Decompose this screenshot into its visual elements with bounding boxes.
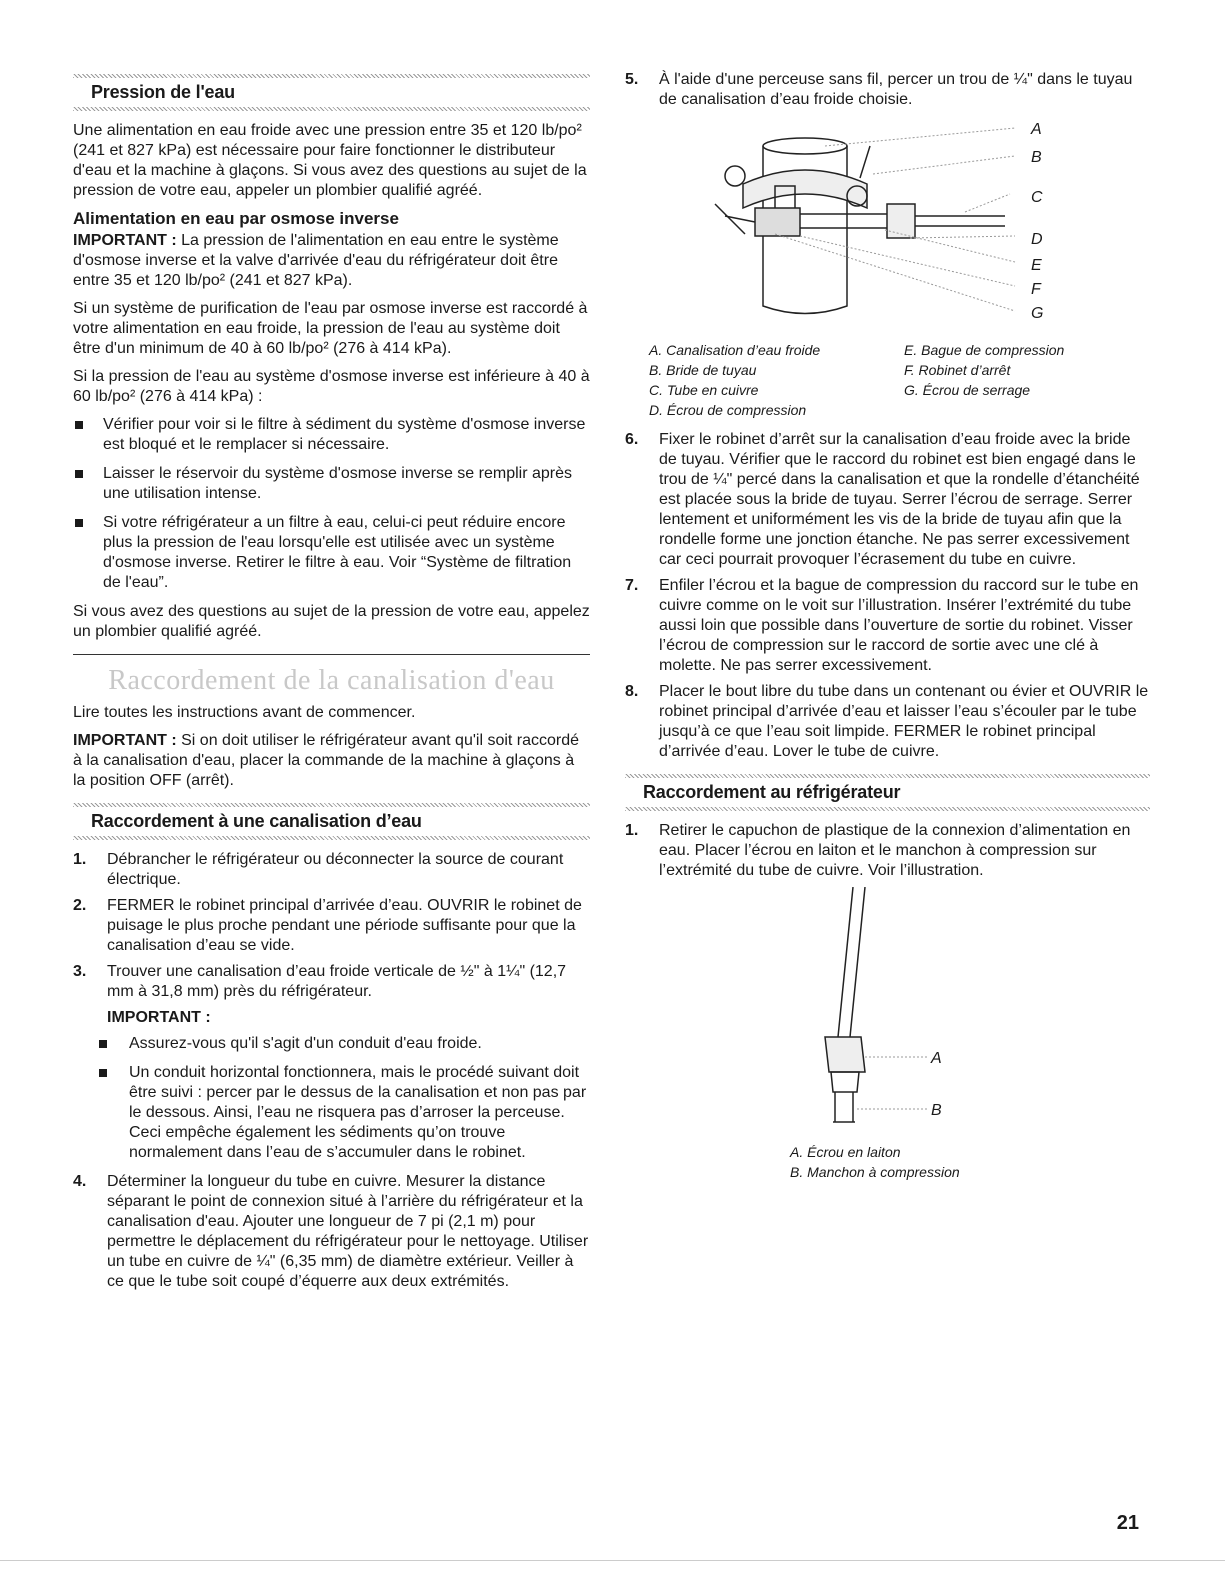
- step-number: 8.: [625, 683, 639, 700]
- figure-label: A: [1031, 121, 1042, 138]
- step-text: FERMER le robinet principal d’arrivée d’eau. OUVRIR le robinet de puisage le plus proche pendant une période suffisante pour que la canalisation d’eau se vide.: [107, 897, 582, 954]
- outlet-fitting: [800, 214, 887, 228]
- left-column: [73, 60, 590, 1298]
- important-paragraph: [73, 231, 590, 291]
- figure-label: A: [931, 1050, 942, 1067]
- caption-item: C. Tube en cuivre: [649, 382, 759, 398]
- step-list: [625, 430, 1150, 762]
- list-item: Laisser le réservoir du système d'osmose inverse se remplir après une utilisation intense.: [73, 464, 590, 504]
- step-number: 1.: [73, 851, 87, 868]
- step-text: Enfiler l’écrou et la bague de compression du raccord sur le tube en cuivre comme on le voit sur l’illustration. Insérer l’extrémité du tube aussi loin que possible dans l’ouverture de sortie du robinet. Visser l’écrou de compression sur le raccord de sortie avec une clé à molette. Ne pas serrer excessivement.: [659, 577, 1139, 674]
- figure-label: E: [1031, 257, 1042, 274]
- step-text: Débrancher le réfrigérateur ou déconnecter la source de courant électrique.: [107, 851, 564, 888]
- step-item: [625, 821, 1150, 881]
- step-number: 7.: [625, 577, 639, 594]
- paragraph: Si la pression de l'eau au système d'osmose inverse est inférieure à 40 à 60 lb/po² (276 à 414 kPa) :: [73, 368, 590, 405]
- step-text: À l'aide d'une perceuse sans fil, percer un trou de ¼" dans le tuyau de canalisation d’eau froide choisie.: [659, 71, 1133, 108]
- bullet-list: [73, 1034, 590, 1163]
- step-item: [73, 850, 590, 890]
- step-list: [73, 1172, 590, 1292]
- hatch-rule: [73, 803, 590, 807]
- step-text: Retirer le capuchon de plastique de la connexion d’alimentation en eau. Placer l’écrou en laiton et le manchon à compression sur l’extrémité du tube de cuivre. Voir l’illustration.: [659, 822, 1131, 879]
- section-header-fridge: [625, 774, 1150, 811]
- step-number: 1.: [625, 822, 639, 839]
- page-number: 21: [1116, 1512, 1139, 1534]
- step-text: Fixer le robinet d’arrêt sur la canalisation d’eau froide avec la bride de tuyau. Vérifier que le raccord du robinet est bien engagé dans le trou de ¼" percé dans la canalisation et que la rondelle d’étanchéité est placée sous la bride de tuyau. Serrer l’écrou de serrage. Serrer lentement et uniformément les vis de la bride de tuyau afin que la rondelle forme une jonction étanche. Ne pas serrer excessivement car ceci pourrait provoquer l’écrasement du tube en cuivre.: [659, 431, 1140, 568]
- section-header-water-line: [73, 803, 590, 840]
- figure-label: C: [1031, 189, 1043, 206]
- caption-item: D. Écrou de compression: [649, 402, 807, 418]
- step-number: 2.: [73, 897, 87, 914]
- step-item: [73, 1172, 590, 1292]
- step-text: Déterminer la longueur du tube en cuivre. Mesurer la distance séparant le point de connexion situé à l’arrière du réfrigérateur et la canalisation d'eau. Ajouter une longueur de 7 pi (2,1 m) pour permettre le déplacement du réfrigérateur pour le nettoyage. Utiliser un tube en cuivre de ¼" (6,35 mm) de diamètre extérieur. Veiller à ce que le tube soit coupé d’équerre aux deux extrémités.: [107, 1173, 589, 1290]
- important-label: IMPORTANT :: [107, 1009, 211, 1026]
- section-heading: Raccordement à une canalisation d’eau: [91, 811, 422, 831]
- important-label: IMPORTANT :: [73, 732, 177, 749]
- important-paragraph: [73, 731, 590, 791]
- paragraph: Une alimentation en eau froide avec une pression entre 35 et 120 lb/po² (241 et 827 kPa) est nécessaire pour faire fonctionner le distributeur d'eau et la machine à glaçons. Si vous avez des questions au sujet de la pression de votre eau, appeler un plombier qualifié agréé.: [73, 122, 587, 199]
- step-list: [625, 821, 1150, 881]
- caption-item: A. Canalisation d’eau froide: [649, 342, 821, 358]
- figure-label: F: [1031, 281, 1041, 298]
- figure-label: B: [931, 1102, 942, 1119]
- step-list: [625, 70, 1150, 110]
- leader-lines: [857, 1057, 927, 1109]
- compression-fitting-illustration: [625, 887, 1150, 1137]
- caption-item: E. Bague de compression: [904, 342, 1065, 358]
- paragraph: Lire toutes les instructions avant de commencer.: [73, 704, 416, 721]
- section-heading: Raccordement au réfrigérateur: [643, 782, 901, 802]
- list-item: Vérifier pour voir si le filtre à sédiment du système d'osmose inverse est bloqué et le remplacer si nécessaire.: [73, 415, 590, 455]
- section-heading: Pression de l'eau: [91, 82, 235, 102]
- section-header-water-pressure: [73, 74, 590, 111]
- brass-nut: [825, 1037, 865, 1072]
- copper-tube: [837, 887, 865, 1047]
- clamp-bolt: [725, 166, 745, 186]
- step-item: [625, 682, 1150, 762]
- step-item: [625, 70, 1150, 110]
- hatch-rule: [73, 836, 590, 840]
- sub-heading: Alimentation en eau par osmose inverse: [73, 209, 399, 228]
- hatch-rule: [73, 74, 590, 78]
- divider: [73, 654, 590, 655]
- step-number: 5.: [625, 71, 639, 88]
- step-number: 4.: [73, 1173, 87, 1190]
- caption-column: [904, 340, 1064, 420]
- step-text: Placer le bout libre du tube dans un contenant ou évier et OUVRIR le robinet principal d’arrivée d’eau et laisser l’eau s’écouler par le tube jusqu’à ce que l’eau soit limpide. FERMER le robinet principal d’arrivée d’eau. Lover le tube de cuivre.: [659, 683, 1149, 760]
- valve-body: [755, 208, 800, 236]
- chapter-heading: Raccordement de la canalisation d'eau: [108, 665, 555, 696]
- figure-label: G: [1031, 305, 1044, 322]
- caption-item: A. Écrou en laiton: [790, 1144, 901, 1160]
- figure-caption: [649, 340, 1150, 420]
- caption-item: B. Bride de tuyau: [649, 362, 757, 378]
- step-item: [73, 962, 590, 1028]
- figure-label: D: [1031, 231, 1043, 248]
- important-text: Si on doit utiliser le réfrigérateur avant qu'il soit raccordé à la canalisation d'eau, placer la commande de la machine à glaçons à la position OFF (arrêt).: [73, 732, 580, 789]
- step-item: [625, 430, 1150, 570]
- important-label: IMPORTANT :: [73, 232, 177, 249]
- step-item: [73, 896, 590, 956]
- hatch-rule: [625, 774, 1150, 778]
- step-number: 3.: [73, 963, 87, 980]
- right-column: [625, 66, 1150, 1182]
- caption-item: B. Manchon à compression: [790, 1164, 960, 1180]
- pipe-top: [763, 138, 847, 154]
- figure-label: B: [1031, 149, 1042, 166]
- hatch-rule: [625, 807, 1150, 811]
- step-list: [73, 850, 590, 1028]
- compression-sleeve: [835, 1092, 853, 1122]
- paragraph: Si vous avez des questions au sujet de la pression de votre eau, appelez un plombier qualifié agréé.: [73, 603, 590, 640]
- shutoff-valve-illustration: [625, 116, 1150, 331]
- page-bottom-rule: [0, 1560, 1225, 1561]
- hatch-rule: [73, 107, 590, 111]
- copper-tube: [915, 216, 1005, 226]
- caption-item: G. Écrou de serrage: [904, 382, 1031, 398]
- compression-nut: [887, 204, 915, 238]
- paragraph: Si un système de purification de l'eau par osmose inverse est raccordé à votre alimentation en eau froide, la pression de l'eau au système doit être d'un minimum de 40 à 60 lb/po² (276 à 414 kPa).: [73, 300, 588, 357]
- step-text: Trouver une canalisation d’eau froide verticale de ½" à 1¼" (12,7 mm à 31,8 mm) près du réfrigérateur.: [107, 963, 567, 1000]
- list-item: Assurez-vous qu'il s'agit d'un conduit d'eau froide.: [73, 1034, 590, 1054]
- important-text: La pression de l'alimentation en eau entre le système d'osmose inverse et la valve d'arrivée d'eau du réfrigérateur doit être entre 35 et 120 lb/po² (241 et 827 kPa).: [73, 232, 559, 289]
- step-number: 6.: [625, 431, 639, 448]
- list-item: Un conduit horizontal fonctionnera, mais le procédé suivant doit être suivi : percer par le dessus de la canalisation et non pas par le dessous. Ainsi, l’eau ne risquera pas d’arroser la perceuse. Ceci empêche également les sédiments qu’on trouve normalement dans l’eau de s’accumuler dans le robinet.: [73, 1063, 590, 1163]
- figure-caption: [790, 1142, 1150, 1182]
- list-item: Si votre réfrigérateur a un filtre à eau, celui-ci peut réduire encore plus la pression de l'eau lorsqu'elle est utilisée avec un système d'osmose inverse. Retirer le filtre à eau. Voir “Système de filtration de l'eau”.: [73, 513, 590, 593]
- caption-item: F. Robinet d’arrêt: [904, 362, 1011, 378]
- clamp-screw: [860, 146, 870, 178]
- step-item: [625, 576, 1150, 676]
- caption-column: [649, 340, 904, 420]
- bullet-list: [73, 415, 590, 593]
- nut-base: [831, 1072, 859, 1092]
